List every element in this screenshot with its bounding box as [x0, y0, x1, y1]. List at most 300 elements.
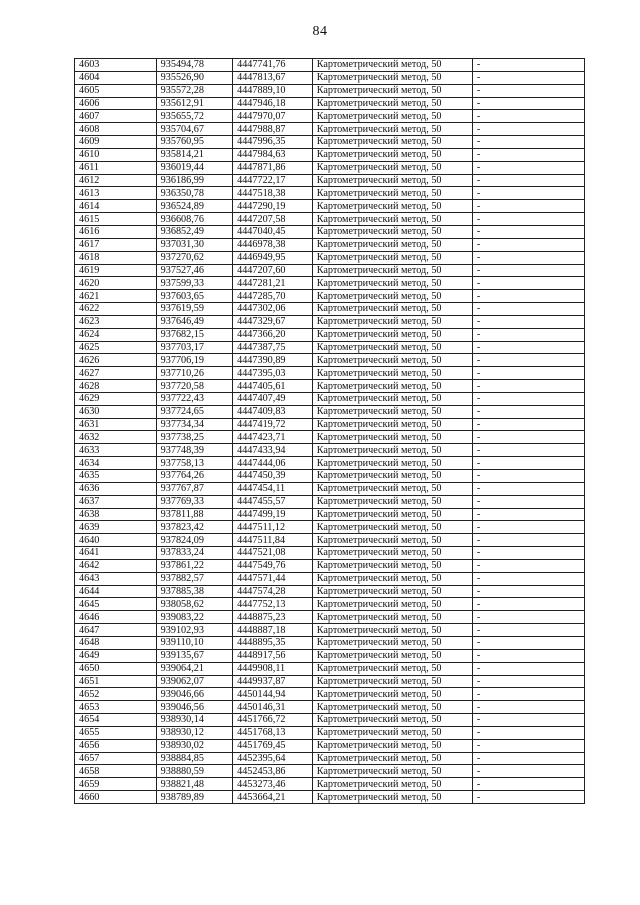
table-row	[75, 148, 585, 161]
method-cell: Картометрический метод, 50	[312, 688, 472, 701]
extra-cell: -	[472, 251, 584, 264]
y-coordinate-cell: 4447444,06	[233, 457, 313, 470]
x-coordinate-cell: 939102,93	[156, 624, 232, 637]
point-number-cell: 4654	[75, 714, 157, 727]
point-number-cell: 4616	[75, 225, 157, 238]
x-coordinate-cell: 938930,12	[156, 726, 232, 739]
point-number-cell: 4624	[75, 328, 157, 341]
point-number-cell: 4643	[75, 572, 157, 585]
y-coordinate-cell: 4447946,18	[233, 97, 313, 110]
table-row	[75, 547, 585, 560]
coordinates-table	[74, 58, 585, 804]
method-cell: Картометрический метод, 50	[312, 251, 472, 264]
table-row	[75, 444, 585, 457]
point-number-cell: 4612	[75, 174, 157, 187]
table-row	[75, 97, 585, 110]
extra-cell: -	[472, 303, 584, 316]
method-cell: Картометрический метод, 50	[312, 521, 472, 534]
table-row	[75, 110, 585, 123]
y-coordinate-cell: 4447970,07	[233, 110, 313, 123]
method-cell: Картометрический метод, 50	[312, 649, 472, 662]
extra-cell: -	[472, 701, 584, 714]
method-cell: Картометрический метод, 50	[312, 675, 472, 688]
extra-cell: -	[472, 534, 584, 547]
x-coordinate-cell: 937767,87	[156, 482, 232, 495]
table-row	[75, 714, 585, 727]
table-row	[75, 791, 585, 804]
point-number-cell: 4630	[75, 405, 157, 418]
table-row	[75, 405, 585, 418]
y-coordinate-cell: 4447511,84	[233, 534, 313, 547]
method-cell: Картометрический метод, 50	[312, 791, 472, 804]
point-number-cell: 4649	[75, 649, 157, 662]
table-row	[75, 264, 585, 277]
method-cell: Картометрический метод, 50	[312, 225, 472, 238]
point-number-cell: 4623	[75, 315, 157, 328]
extra-cell: -	[472, 238, 584, 251]
point-number-cell: 4613	[75, 187, 157, 200]
method-cell: Картометрический метод, 50	[312, 97, 472, 110]
x-coordinate-cell: 935494,78	[156, 59, 232, 72]
table-row	[75, 392, 585, 405]
extra-cell: -	[472, 174, 584, 187]
point-number-cell: 4625	[75, 341, 157, 354]
table-row	[75, 559, 585, 572]
point-number-cell: 4629	[75, 392, 157, 405]
method-cell: Картометрический метод, 50	[312, 726, 472, 739]
method-cell: Картометрический метод, 50	[312, 662, 472, 675]
point-number-cell: 4631	[75, 418, 157, 431]
x-coordinate-cell: 938930,14	[156, 714, 232, 727]
method-cell: Картометрический метод, 50	[312, 778, 472, 791]
point-number-cell: 4655	[75, 726, 157, 739]
y-coordinate-cell: 4446978,38	[233, 238, 313, 251]
y-coordinate-cell: 4447571,44	[233, 572, 313, 585]
extra-cell: -	[472, 59, 584, 72]
x-coordinate-cell: 937031,30	[156, 238, 232, 251]
table-row	[75, 200, 585, 213]
table-row	[75, 508, 585, 521]
point-number-cell: 4605	[75, 84, 157, 97]
y-coordinate-cell: 4447741,76	[233, 59, 313, 72]
point-number-cell: 4635	[75, 470, 157, 483]
table-row	[75, 59, 585, 72]
x-coordinate-cell: 937833,24	[156, 547, 232, 560]
x-coordinate-cell: 936852,49	[156, 225, 232, 238]
point-number-cell: 4651	[75, 675, 157, 688]
method-cell: Картометрический метод, 50	[312, 624, 472, 637]
table-row	[75, 611, 585, 624]
method-cell: Картометрический метод, 50	[312, 405, 472, 418]
table-row	[75, 482, 585, 495]
point-number-cell: 4658	[75, 765, 157, 778]
method-cell: Картометрический метод, 50	[312, 495, 472, 508]
extra-cell: -	[472, 354, 584, 367]
table-row	[75, 367, 585, 380]
method-cell: Картометрический метод, 50	[312, 161, 472, 174]
extra-cell: -	[472, 495, 584, 508]
point-number-cell: 4621	[75, 290, 157, 303]
table-row	[75, 636, 585, 649]
x-coordinate-cell: 938930,02	[156, 739, 232, 752]
y-coordinate-cell: 4447387,75	[233, 341, 313, 354]
x-coordinate-cell: 936350,78	[156, 187, 232, 200]
extra-cell: -	[472, 71, 584, 84]
point-number-cell: 4648	[75, 636, 157, 649]
y-coordinate-cell: 4447454,11	[233, 482, 313, 495]
extra-cell: -	[472, 470, 584, 483]
y-coordinate-cell: 4450146,31	[233, 701, 313, 714]
table-row	[75, 662, 585, 675]
x-coordinate-cell: 939135,67	[156, 649, 232, 662]
method-cell: Картометрический метод, 50	[312, 110, 472, 123]
point-number-cell: 4607	[75, 110, 157, 123]
x-coordinate-cell: 938058,62	[156, 598, 232, 611]
x-coordinate-cell: 938789,89	[156, 791, 232, 804]
x-coordinate-cell: 935704,67	[156, 123, 232, 136]
x-coordinate-cell: 937603,65	[156, 290, 232, 303]
point-number-cell: 4622	[75, 303, 157, 316]
point-number-cell: 4606	[75, 97, 157, 110]
x-coordinate-cell: 936019,44	[156, 161, 232, 174]
y-coordinate-cell: 4447455,57	[233, 495, 313, 508]
method-cell: Картометрический метод, 50	[312, 148, 472, 161]
method-cell: Картометрический метод, 50	[312, 418, 472, 431]
method-cell: Картометрический метод, 50	[312, 59, 472, 72]
y-coordinate-cell: 4447521,08	[233, 547, 313, 560]
y-coordinate-cell: 4447871,86	[233, 161, 313, 174]
y-coordinate-cell: 4447419,72	[233, 418, 313, 431]
method-cell: Картометрический метод, 50	[312, 482, 472, 495]
method-cell: Картометрический метод, 50	[312, 84, 472, 97]
y-coordinate-cell: 4447984,63	[233, 148, 313, 161]
point-number-cell: 4608	[75, 123, 157, 136]
extra-cell: -	[472, 225, 584, 238]
method-cell: Картометрический метод, 50	[312, 457, 472, 470]
y-coordinate-cell: 4448917,56	[233, 649, 313, 662]
method-cell: Картометрический метод, 50	[312, 636, 472, 649]
table-row	[75, 238, 585, 251]
x-coordinate-cell: 937527,46	[156, 264, 232, 277]
method-cell: Картометрический метод, 50	[312, 123, 472, 136]
extra-cell: -	[472, 123, 584, 136]
table-row	[75, 521, 585, 534]
y-coordinate-cell: 4447813,67	[233, 71, 313, 84]
y-coordinate-cell: 4447433,94	[233, 444, 313, 457]
y-coordinate-cell: 4453273,46	[233, 778, 313, 791]
extra-cell: -	[472, 431, 584, 444]
x-coordinate-cell: 936524,89	[156, 200, 232, 213]
x-coordinate-cell: 938821,48	[156, 778, 232, 791]
method-cell: Картометрический метод, 50	[312, 213, 472, 226]
extra-cell: -	[472, 418, 584, 431]
x-coordinate-cell: 938884,85	[156, 752, 232, 765]
extra-cell: -	[472, 726, 584, 739]
table-row	[75, 649, 585, 662]
point-number-cell: 4637	[75, 495, 157, 508]
method-cell: Картометрический метод, 50	[312, 701, 472, 714]
extra-cell: -	[472, 572, 584, 585]
table-row	[75, 598, 585, 611]
extra-cell: -	[472, 341, 584, 354]
point-number-cell: 4604	[75, 71, 157, 84]
point-number-cell: 4617	[75, 238, 157, 251]
table-row	[75, 341, 585, 354]
point-number-cell: 4650	[75, 662, 157, 675]
table-row	[75, 354, 585, 367]
y-coordinate-cell: 4447988,87	[233, 123, 313, 136]
method-cell: Картометрический метод, 50	[312, 341, 472, 354]
table-row	[75, 495, 585, 508]
table-row	[75, 251, 585, 264]
x-coordinate-cell: 937885,38	[156, 585, 232, 598]
table-row	[75, 315, 585, 328]
method-cell: Картометрический метод, 50	[312, 136, 472, 149]
x-coordinate-cell: 937758,13	[156, 457, 232, 470]
table-row	[75, 585, 585, 598]
point-number-cell: 4640	[75, 534, 157, 547]
y-coordinate-cell: 4447407,49	[233, 392, 313, 405]
point-number-cell: 4603	[75, 59, 157, 72]
extra-cell: -	[472, 200, 584, 213]
extra-cell: -	[472, 405, 584, 418]
method-cell: Картометрический метод, 50	[312, 739, 472, 752]
extra-cell: -	[472, 688, 584, 701]
method-cell: Картометрический метод, 50	[312, 328, 472, 341]
table-row	[75, 457, 585, 470]
y-coordinate-cell: 4447207,60	[233, 264, 313, 277]
x-coordinate-cell: 937270,62	[156, 251, 232, 264]
method-cell: Картометрический метод, 50	[312, 547, 472, 560]
table-row	[75, 71, 585, 84]
method-cell: Картометрический метод, 50	[312, 71, 472, 84]
point-number-cell: 4645	[75, 598, 157, 611]
table-row	[75, 290, 585, 303]
extra-cell: -	[472, 675, 584, 688]
point-number-cell: 4656	[75, 739, 157, 752]
extra-cell: -	[472, 136, 584, 149]
point-number-cell: 4620	[75, 277, 157, 290]
y-coordinate-cell: 4447302,06	[233, 303, 313, 316]
table-row	[75, 123, 585, 136]
y-coordinate-cell: 4447290,19	[233, 200, 313, 213]
y-coordinate-cell: 4447889,10	[233, 84, 313, 97]
point-number-cell: 4619	[75, 264, 157, 277]
table-row	[75, 84, 585, 97]
y-coordinate-cell: 4447722,17	[233, 174, 313, 187]
table-row	[75, 726, 585, 739]
y-coordinate-cell: 4447996,35	[233, 136, 313, 149]
y-coordinate-cell: 4447207,58	[233, 213, 313, 226]
y-coordinate-cell: 4447574,28	[233, 585, 313, 598]
x-coordinate-cell: 937646,49	[156, 315, 232, 328]
y-coordinate-cell: 4447752,13	[233, 598, 313, 611]
x-coordinate-cell: 937720,58	[156, 380, 232, 393]
y-coordinate-cell: 4447549,76	[233, 559, 313, 572]
point-number-cell: 4652	[75, 688, 157, 701]
x-coordinate-cell: 937748,39	[156, 444, 232, 457]
y-coordinate-cell: 4449937,87	[233, 675, 313, 688]
extra-cell: -	[472, 97, 584, 110]
point-number-cell: 4653	[75, 701, 157, 714]
table-row	[75, 739, 585, 752]
extra-cell: -	[472, 508, 584, 521]
y-coordinate-cell: 4447329,67	[233, 315, 313, 328]
x-coordinate-cell: 937824,09	[156, 534, 232, 547]
y-coordinate-cell: 4447390,89	[233, 354, 313, 367]
method-cell: Картометрический метод, 50	[312, 315, 472, 328]
method-cell: Картометрический метод, 50	[312, 611, 472, 624]
method-cell: Картометрический метод, 50	[312, 354, 472, 367]
x-coordinate-cell: 939046,66	[156, 688, 232, 701]
point-number-cell: 4634	[75, 457, 157, 470]
x-coordinate-cell: 937811,88	[156, 508, 232, 521]
point-number-cell: 4659	[75, 778, 157, 791]
extra-cell: -	[472, 585, 584, 598]
table-row	[75, 225, 585, 238]
y-coordinate-cell: 4452453,86	[233, 765, 313, 778]
point-number-cell: 4647	[75, 624, 157, 637]
x-coordinate-cell: 937710,26	[156, 367, 232, 380]
x-coordinate-cell: 936608,76	[156, 213, 232, 226]
table-row	[75, 470, 585, 483]
x-coordinate-cell: 939110,10	[156, 636, 232, 649]
y-coordinate-cell: 4447518,38	[233, 187, 313, 200]
table-row	[75, 624, 585, 637]
table-row	[75, 431, 585, 444]
x-coordinate-cell: 937823,42	[156, 521, 232, 534]
extra-cell: -	[472, 624, 584, 637]
y-coordinate-cell: 4448887,18	[233, 624, 313, 637]
table-row	[75, 572, 585, 585]
table-row	[75, 161, 585, 174]
x-coordinate-cell: 937722,43	[156, 392, 232, 405]
y-coordinate-cell: 4447395,03	[233, 367, 313, 380]
method-cell: Картометрический метод, 50	[312, 303, 472, 316]
point-number-cell: 4633	[75, 444, 157, 457]
extra-cell: -	[472, 559, 584, 572]
extra-cell: -	[472, 264, 584, 277]
y-coordinate-cell: 4447423,71	[233, 431, 313, 444]
y-coordinate-cell: 4446949,95	[233, 251, 313, 264]
y-coordinate-cell: 4447281,21	[233, 277, 313, 290]
y-coordinate-cell: 4452395,64	[233, 752, 313, 765]
x-coordinate-cell: 938880,59	[156, 765, 232, 778]
method-cell: Картометрический метод, 50	[312, 392, 472, 405]
extra-cell: -	[472, 367, 584, 380]
table-row	[75, 675, 585, 688]
x-coordinate-cell: 937861,22	[156, 559, 232, 572]
method-cell: Картометрический метод, 50	[312, 238, 472, 251]
method-cell: Картометрический метод, 50	[312, 765, 472, 778]
point-number-cell: 4638	[75, 508, 157, 521]
table-row	[75, 752, 585, 765]
point-number-cell: 4626	[75, 354, 157, 367]
point-number-cell: 4641	[75, 547, 157, 560]
point-number-cell: 4614	[75, 200, 157, 213]
x-coordinate-cell: 935526,90	[156, 71, 232, 84]
method-cell: Картометрический метод, 50	[312, 200, 472, 213]
method-cell: Картометрический метод, 50	[312, 714, 472, 727]
table-row	[75, 688, 585, 701]
extra-cell: -	[472, 714, 584, 727]
table-body	[75, 59, 585, 804]
table-row	[75, 534, 585, 547]
point-number-cell: 4628	[75, 380, 157, 393]
x-coordinate-cell: 937706,19	[156, 354, 232, 367]
extra-cell: -	[472, 662, 584, 675]
table-row	[75, 136, 585, 149]
point-number-cell: 4642	[75, 559, 157, 572]
method-cell: Картометрический метод, 50	[312, 367, 472, 380]
extra-cell: -	[472, 791, 584, 804]
x-coordinate-cell: 937703,17	[156, 341, 232, 354]
point-number-cell: 4615	[75, 213, 157, 226]
point-number-cell: 4611	[75, 161, 157, 174]
extra-cell: -	[472, 187, 584, 200]
point-number-cell: 4627	[75, 367, 157, 380]
table-row	[75, 277, 585, 290]
point-number-cell: 4636	[75, 482, 157, 495]
y-coordinate-cell: 4448895,35	[233, 636, 313, 649]
y-coordinate-cell: 4447409,83	[233, 405, 313, 418]
extra-cell: -	[472, 547, 584, 560]
method-cell: Картометрический метод, 50	[312, 598, 472, 611]
page-number: 84	[312, 24, 328, 39]
x-coordinate-cell: 936186,99	[156, 174, 232, 187]
table-row	[75, 380, 585, 393]
method-cell: Картометрический метод, 50	[312, 290, 472, 303]
y-coordinate-cell: 4448875,23	[233, 611, 313, 624]
y-coordinate-cell: 4447040,45	[233, 225, 313, 238]
x-coordinate-cell: 939083,22	[156, 611, 232, 624]
x-coordinate-cell: 935655,72	[156, 110, 232, 123]
extra-cell: -	[472, 84, 584, 97]
point-number-cell: 4610	[75, 148, 157, 161]
extra-cell: -	[472, 328, 584, 341]
table-row	[75, 303, 585, 316]
x-coordinate-cell: 939062,07	[156, 675, 232, 688]
x-coordinate-cell: 935760,95	[156, 136, 232, 149]
table-row	[75, 701, 585, 714]
table-row	[75, 765, 585, 778]
method-cell: Картометрический метод, 50	[312, 431, 472, 444]
y-coordinate-cell: 4447499,19	[233, 508, 313, 521]
y-coordinate-cell: 4451769,45	[233, 739, 313, 752]
method-cell: Картометрический метод, 50	[312, 534, 472, 547]
point-number-cell: 4618	[75, 251, 157, 264]
x-coordinate-cell: 937682,15	[156, 328, 232, 341]
method-cell: Картометрический метод, 50	[312, 277, 472, 290]
extra-cell: -	[472, 765, 584, 778]
extra-cell: -	[472, 598, 584, 611]
method-cell: Картометрический метод, 50	[312, 264, 472, 277]
method-cell: Картометрический метод, 50	[312, 572, 472, 585]
y-coordinate-cell: 4449908,11	[233, 662, 313, 675]
y-coordinate-cell: 4447285,70	[233, 290, 313, 303]
method-cell: Картометрический метод, 50	[312, 470, 472, 483]
extra-cell: -	[472, 148, 584, 161]
point-number-cell: 4639	[75, 521, 157, 534]
point-number-cell: 4632	[75, 431, 157, 444]
y-coordinate-cell: 4451768,13	[233, 726, 313, 739]
point-number-cell: 4646	[75, 611, 157, 624]
x-coordinate-cell: 937734,34	[156, 418, 232, 431]
point-number-cell: 4644	[75, 585, 157, 598]
extra-cell: -	[472, 392, 584, 405]
x-coordinate-cell: 935572,28	[156, 84, 232, 97]
extra-cell: -	[472, 315, 584, 328]
